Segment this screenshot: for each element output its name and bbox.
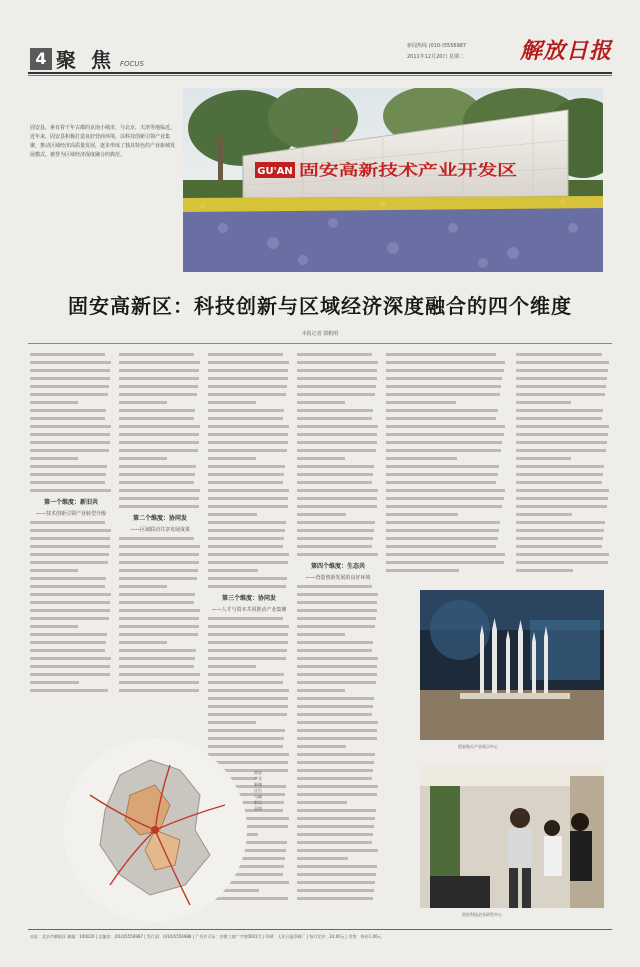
gate-sign-illustration — [183, 88, 603, 272]
text-line — [297, 822, 379, 830]
text-line — [119, 390, 201, 398]
text-line — [386, 462, 506, 470]
text-line — [516, 446, 610, 454]
text-line — [208, 518, 290, 526]
text-line — [208, 486, 290, 494]
text-line — [30, 574, 112, 582]
text-line — [516, 422, 610, 430]
text-line — [386, 518, 506, 526]
text-line — [119, 654, 201, 662]
text-line — [208, 446, 290, 454]
text-line — [119, 422, 201, 430]
text-line — [208, 350, 290, 358]
text-line — [208, 534, 290, 542]
exhibition-photo — [420, 590, 604, 740]
showroom-photo — [420, 766, 604, 908]
text-line — [297, 782, 379, 790]
text-line — [30, 590, 112, 598]
text-line — [208, 462, 290, 470]
text-line — [297, 382, 379, 390]
text-line — [30, 358, 112, 366]
text-line — [119, 438, 201, 446]
text-line — [516, 534, 610, 542]
text-line — [119, 566, 201, 574]
text-line — [208, 630, 290, 638]
text-line — [516, 542, 610, 550]
text-line — [208, 422, 290, 430]
text-line — [386, 414, 506, 422]
text-line — [208, 566, 290, 574]
text-line — [386, 430, 506, 438]
text-line — [208, 622, 290, 630]
subhead-3: 第三个维度：协同发 — [221, 595, 276, 602]
text-line — [30, 550, 112, 558]
text-line — [119, 670, 201, 678]
text-line — [386, 470, 506, 478]
text-line — [297, 694, 379, 702]
text-line — [30, 478, 112, 486]
text-column-6 — [516, 350, 610, 580]
text-line — [297, 414, 379, 422]
radiation-map-illustration — [60, 735, 250, 925]
text-line — [516, 502, 610, 510]
subhead-1-tag: ——技术创新引领产业转型升级 — [35, 511, 106, 517]
text-line — [119, 446, 201, 454]
text-line — [297, 662, 379, 670]
text-line — [297, 366, 379, 374]
text-line — [516, 374, 610, 382]
text-line — [386, 558, 506, 566]
text-line — [297, 678, 379, 686]
text-line — [119, 350, 201, 358]
text-line — [297, 542, 379, 550]
text-line — [297, 894, 379, 902]
text-line — [516, 382, 610, 390]
text-line — [297, 494, 379, 502]
text-line — [208, 510, 290, 518]
text-line — [30, 558, 112, 566]
text-line — [208, 702, 290, 710]
text-line — [516, 470, 610, 478]
text-line — [208, 574, 290, 582]
text-line — [386, 398, 506, 406]
text-line — [208, 670, 290, 678]
region-map — [60, 735, 250, 925]
text-line — [297, 726, 379, 734]
text-line — [208, 542, 290, 550]
text-line — [30, 646, 112, 654]
showroom-illustration — [420, 766, 604, 908]
text-line — [297, 654, 379, 662]
text-column-5 — [386, 350, 506, 580]
text-line — [386, 358, 506, 366]
text-line — [208, 558, 290, 566]
text-line — [386, 406, 506, 414]
text-line — [119, 374, 201, 382]
text-line — [516, 550, 610, 558]
text-line — [119, 462, 201, 470]
text-line — [297, 622, 379, 630]
text-line — [297, 398, 379, 406]
text-line — [297, 422, 379, 430]
text-line — [297, 870, 379, 878]
text-line — [297, 886, 379, 894]
text-line — [297, 518, 379, 526]
text-line — [119, 398, 201, 406]
text-line — [208, 430, 290, 438]
text-line — [297, 718, 379, 726]
text-line — [30, 438, 112, 446]
text-line — [30, 406, 112, 414]
text-line — [208, 710, 290, 718]
text-line — [516, 398, 610, 406]
text-line — [119, 406, 201, 414]
text-line — [297, 614, 379, 622]
text-line — [297, 630, 379, 638]
text-line — [30, 606, 112, 614]
text-line — [297, 702, 379, 710]
text-line — [386, 390, 506, 398]
text-line — [30, 414, 112, 422]
text-line — [119, 598, 201, 606]
text-line — [208, 694, 290, 702]
byline: 本报记者 郭帆明 — [301, 331, 339, 337]
text-line — [386, 510, 506, 518]
text-line — [119, 646, 201, 654]
subhead-2: 第二个维度：协同发 — [132, 515, 187, 522]
text-line — [297, 814, 379, 822]
text-line — [119, 614, 201, 622]
text-column-4 — [297, 350, 379, 925]
text-line — [208, 662, 290, 670]
text-line — [119, 542, 201, 550]
header-rule — [28, 72, 612, 74]
text-line — [297, 606, 379, 614]
text-line — [516, 414, 610, 422]
text-line — [208, 398, 290, 406]
news-hotline: 新闻热线 (010-)5556987 — [407, 43, 467, 49]
text-line — [30, 398, 112, 406]
text-line — [516, 486, 610, 494]
text-line — [297, 830, 379, 838]
subhead-1: 第一个维度：新旧共 — [43, 499, 98, 506]
text-line — [208, 478, 290, 486]
text-line — [208, 358, 290, 366]
text-line — [297, 358, 379, 366]
text-line — [386, 366, 506, 374]
text-line — [297, 758, 379, 766]
text-line — [297, 550, 379, 558]
sign-logo: GU'AN — [257, 166, 293, 177]
text-line — [30, 374, 112, 382]
subhead-4-tag: ——营造创新发展的良好环境 — [305, 575, 371, 581]
text-line — [516, 350, 610, 358]
text-line — [119, 630, 201, 638]
page-number: 4 — [30, 48, 52, 70]
text-line — [208, 406, 290, 414]
text-line — [208, 526, 290, 534]
text-line — [297, 838, 379, 846]
text-line — [386, 542, 506, 550]
text-line — [208, 438, 290, 446]
text-line — [297, 846, 379, 854]
header-rule-thin — [28, 75, 612, 76]
text-line — [297, 502, 379, 510]
article-title: 固安高新区：科技创新与区域经济深度融合的四个维度 — [68, 294, 572, 318]
text-line — [386, 566, 506, 574]
text-line — [297, 374, 379, 382]
text-line — [119, 590, 201, 598]
newspaper-masthead: 解放日报 — [520, 38, 613, 64]
text-line — [208, 718, 290, 726]
text-line — [386, 534, 506, 542]
text-line — [30, 454, 112, 462]
text-line — [208, 454, 290, 462]
text-line — [386, 374, 506, 382]
text-line — [30, 662, 112, 670]
text-line — [516, 526, 610, 534]
text-line — [386, 550, 506, 558]
text-line — [297, 790, 379, 798]
text-line — [119, 358, 201, 366]
text-line — [386, 494, 506, 502]
text-column-2 — [119, 350, 201, 720]
text-line — [30, 422, 112, 430]
text-line — [208, 614, 290, 622]
text-line — [297, 638, 379, 646]
text-line — [30, 390, 112, 398]
text-line — [297, 438, 379, 446]
text-line — [119, 470, 201, 478]
text-line — [119, 366, 201, 374]
text-line — [386, 438, 506, 446]
subhead-4: 第四个维度：生态共 — [310, 563, 365, 570]
text-line — [297, 534, 379, 542]
text-line — [30, 630, 112, 638]
text-line — [208, 550, 290, 558]
text-line — [386, 382, 506, 390]
text-line — [208, 686, 290, 694]
text-line — [30, 654, 112, 662]
text-line — [30, 470, 112, 478]
text-line — [119, 622, 201, 630]
text-line — [208, 638, 290, 646]
text-line — [30, 462, 112, 470]
text-line — [516, 358, 610, 366]
text-line — [30, 518, 112, 526]
text-line — [30, 534, 112, 542]
text-line — [119, 606, 201, 614]
text-line — [119, 454, 201, 462]
text-line — [297, 878, 379, 886]
text-line — [208, 366, 290, 374]
text-line — [119, 678, 201, 686]
text-line — [516, 462, 610, 470]
text-line — [119, 550, 201, 558]
gate-sign-photo — [183, 88, 603, 272]
text-line — [297, 742, 379, 750]
text-line — [297, 750, 379, 758]
text-line — [208, 678, 290, 686]
text-line — [386, 486, 506, 494]
text-line — [516, 438, 610, 446]
text-line — [119, 662, 201, 670]
text-line — [516, 406, 610, 414]
text-line — [208, 494, 290, 502]
text-line — [297, 478, 379, 486]
text-line — [297, 390, 379, 398]
text-line — [516, 366, 610, 374]
text-line — [297, 582, 379, 590]
text-line — [297, 710, 379, 718]
text-line — [208, 374, 290, 382]
text-line — [30, 446, 112, 454]
text-line — [30, 686, 112, 694]
text-line — [119, 430, 201, 438]
text-line — [386, 422, 506, 430]
text-line — [516, 430, 610, 438]
text-line — [30, 566, 112, 574]
rocket-models-illustration — [420, 590, 604, 740]
footer-rule — [28, 929, 612, 930]
text-line — [119, 534, 201, 542]
footer-info: 社址：北京市朝阳区 邮编：100020 | 总编室：(010)5556987 | 发行部：(010)5556988 | 广告许可证：京朝工商广字第0001号 | 印刷：人民日报印刷厂 | 每月定价：24.00元 | 零售：每份1.00元 — [30, 934, 382, 939]
text-line — [208, 414, 290, 422]
text-line — [30, 526, 112, 534]
text-line — [119, 558, 201, 566]
text-line — [297, 598, 379, 606]
text-line — [297, 854, 379, 862]
text-line — [208, 646, 290, 654]
intro-caption: 固安县，素有着千年古都的京南小城市，与北京，天津等地临近。近年来，固安县积极打造良好营商环境，以科技创新引领产业集聚，推动区域经济高质量发展，逐步形成了独具特色的产业新城发展模式，被誉为区域经济深度融合的典范。 — [30, 125, 176, 158]
text-line — [30, 598, 112, 606]
text-line — [297, 734, 379, 742]
text-line — [386, 446, 506, 454]
text-line — [297, 446, 379, 454]
subhead-3-tag: ——人才与资本共同推动产业集聚 — [211, 607, 287, 613]
text-line — [516, 390, 610, 398]
text-line — [386, 350, 506, 358]
text-line — [208, 726, 290, 734]
text-line — [208, 390, 290, 398]
text-line — [119, 686, 201, 694]
text-line — [297, 774, 379, 782]
exhibition-caption: 固安航天产业展示中心 — [458, 744, 498, 749]
text-line — [386, 454, 506, 462]
text-line — [516, 510, 610, 518]
text-line — [297, 510, 379, 518]
text-line — [297, 798, 379, 806]
text-line — [30, 366, 112, 374]
text-line — [297, 470, 379, 478]
text-line — [516, 518, 610, 526]
text-line — [208, 582, 290, 590]
text-line — [297, 430, 379, 438]
text-line — [119, 638, 201, 646]
text-line — [297, 454, 379, 462]
issue-date: 2011年12月20日 星期二 — [407, 54, 465, 60]
text-line — [119, 574, 201, 582]
text-line — [516, 494, 610, 502]
text-line — [119, 582, 201, 590]
text-line — [297, 486, 379, 494]
text-line — [208, 470, 290, 478]
text-line — [297, 350, 379, 358]
text-line — [119, 486, 201, 494]
text-line — [516, 454, 610, 462]
text-line — [30, 678, 112, 686]
body-rule — [28, 343, 612, 344]
text-line — [30, 614, 112, 622]
text-line — [119, 414, 201, 422]
text-line — [516, 558, 610, 566]
text-line — [297, 686, 379, 694]
text-line — [297, 806, 379, 814]
section-english: FOCUS — [120, 60, 144, 68]
showroom-caption: 固安科技企业研发中心 — [462, 912, 502, 917]
text-line — [386, 502, 506, 510]
text-line — [208, 382, 290, 390]
text-line — [30, 350, 112, 358]
text-line — [516, 566, 610, 574]
text-line — [30, 430, 112, 438]
text-line — [30, 382, 112, 390]
text-line — [208, 654, 290, 662]
text-line — [297, 670, 379, 678]
text-column-1 — [30, 350, 112, 720]
text-line — [386, 526, 506, 534]
text-line — [30, 670, 112, 678]
text-line — [386, 478, 506, 486]
text-line — [516, 478, 610, 486]
text-line — [119, 382, 201, 390]
text-line — [297, 646, 379, 654]
text-line — [297, 526, 379, 534]
text-line — [208, 502, 290, 510]
text-line — [119, 478, 201, 486]
text-line — [30, 622, 112, 630]
text-line — [297, 590, 379, 598]
section-title: 聚 焦 — [56, 48, 115, 72]
sign-text: 固安高新技术产业开发区 — [299, 161, 517, 179]
map-caption: 固安产业新城区位与辐射示意图 — [254, 770, 262, 811]
text-line — [30, 638, 112, 646]
text-line — [119, 494, 201, 502]
text-line — [30, 582, 112, 590]
text-line — [297, 766, 379, 774]
text-line — [30, 542, 112, 550]
text-line — [297, 406, 379, 414]
text-line — [297, 862, 379, 870]
subhead-2-tag: ——区域联动共享发展成果 — [129, 527, 190, 533]
text-line — [30, 486, 112, 494]
text-line — [297, 462, 379, 470]
text-line — [119, 502, 201, 510]
